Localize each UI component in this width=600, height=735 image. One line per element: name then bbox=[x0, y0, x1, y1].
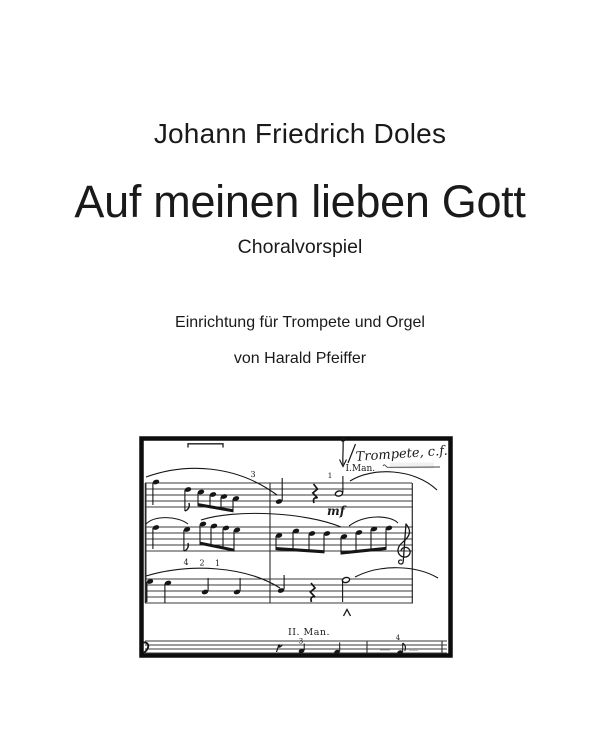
fingering-trumpet-entry: 1 bbox=[327, 471, 333, 480]
fingering-1: 1 bbox=[214, 559, 221, 568]
fingering-pedal-first: 3 bbox=[298, 637, 304, 646]
manual-1-label: I.Man. bbox=[345, 464, 376, 474]
arranger-line: von Harald Pfeiffer bbox=[233, 350, 367, 367]
composer-line: Johann Friedrich Doles bbox=[153, 118, 447, 149]
score-figure bbox=[139, 436, 453, 658]
fingering-top-staff: 3 bbox=[250, 470, 256, 479]
arrangement-line: Einrichtung für Trompete und Orgel bbox=[175, 314, 425, 331]
work-title: Auf meinen lieben Gott bbox=[74, 176, 526, 227]
manual-2-label: II. Man. bbox=[287, 627, 331, 638]
fingering-pedal-second: 4 bbox=[395, 634, 401, 642]
fingering-2: 2 bbox=[199, 558, 205, 568]
dynamic-mf: mf bbox=[327, 504, 345, 518]
fingering-4: 4 bbox=[183, 558, 189, 567]
subtitle: Choralvorspiel bbox=[237, 236, 363, 258]
score-excerpt-svg bbox=[139, 436, 453, 658]
handwritten-trumpet-annotation: Trompete, c.f. bbox=[355, 443, 449, 465]
